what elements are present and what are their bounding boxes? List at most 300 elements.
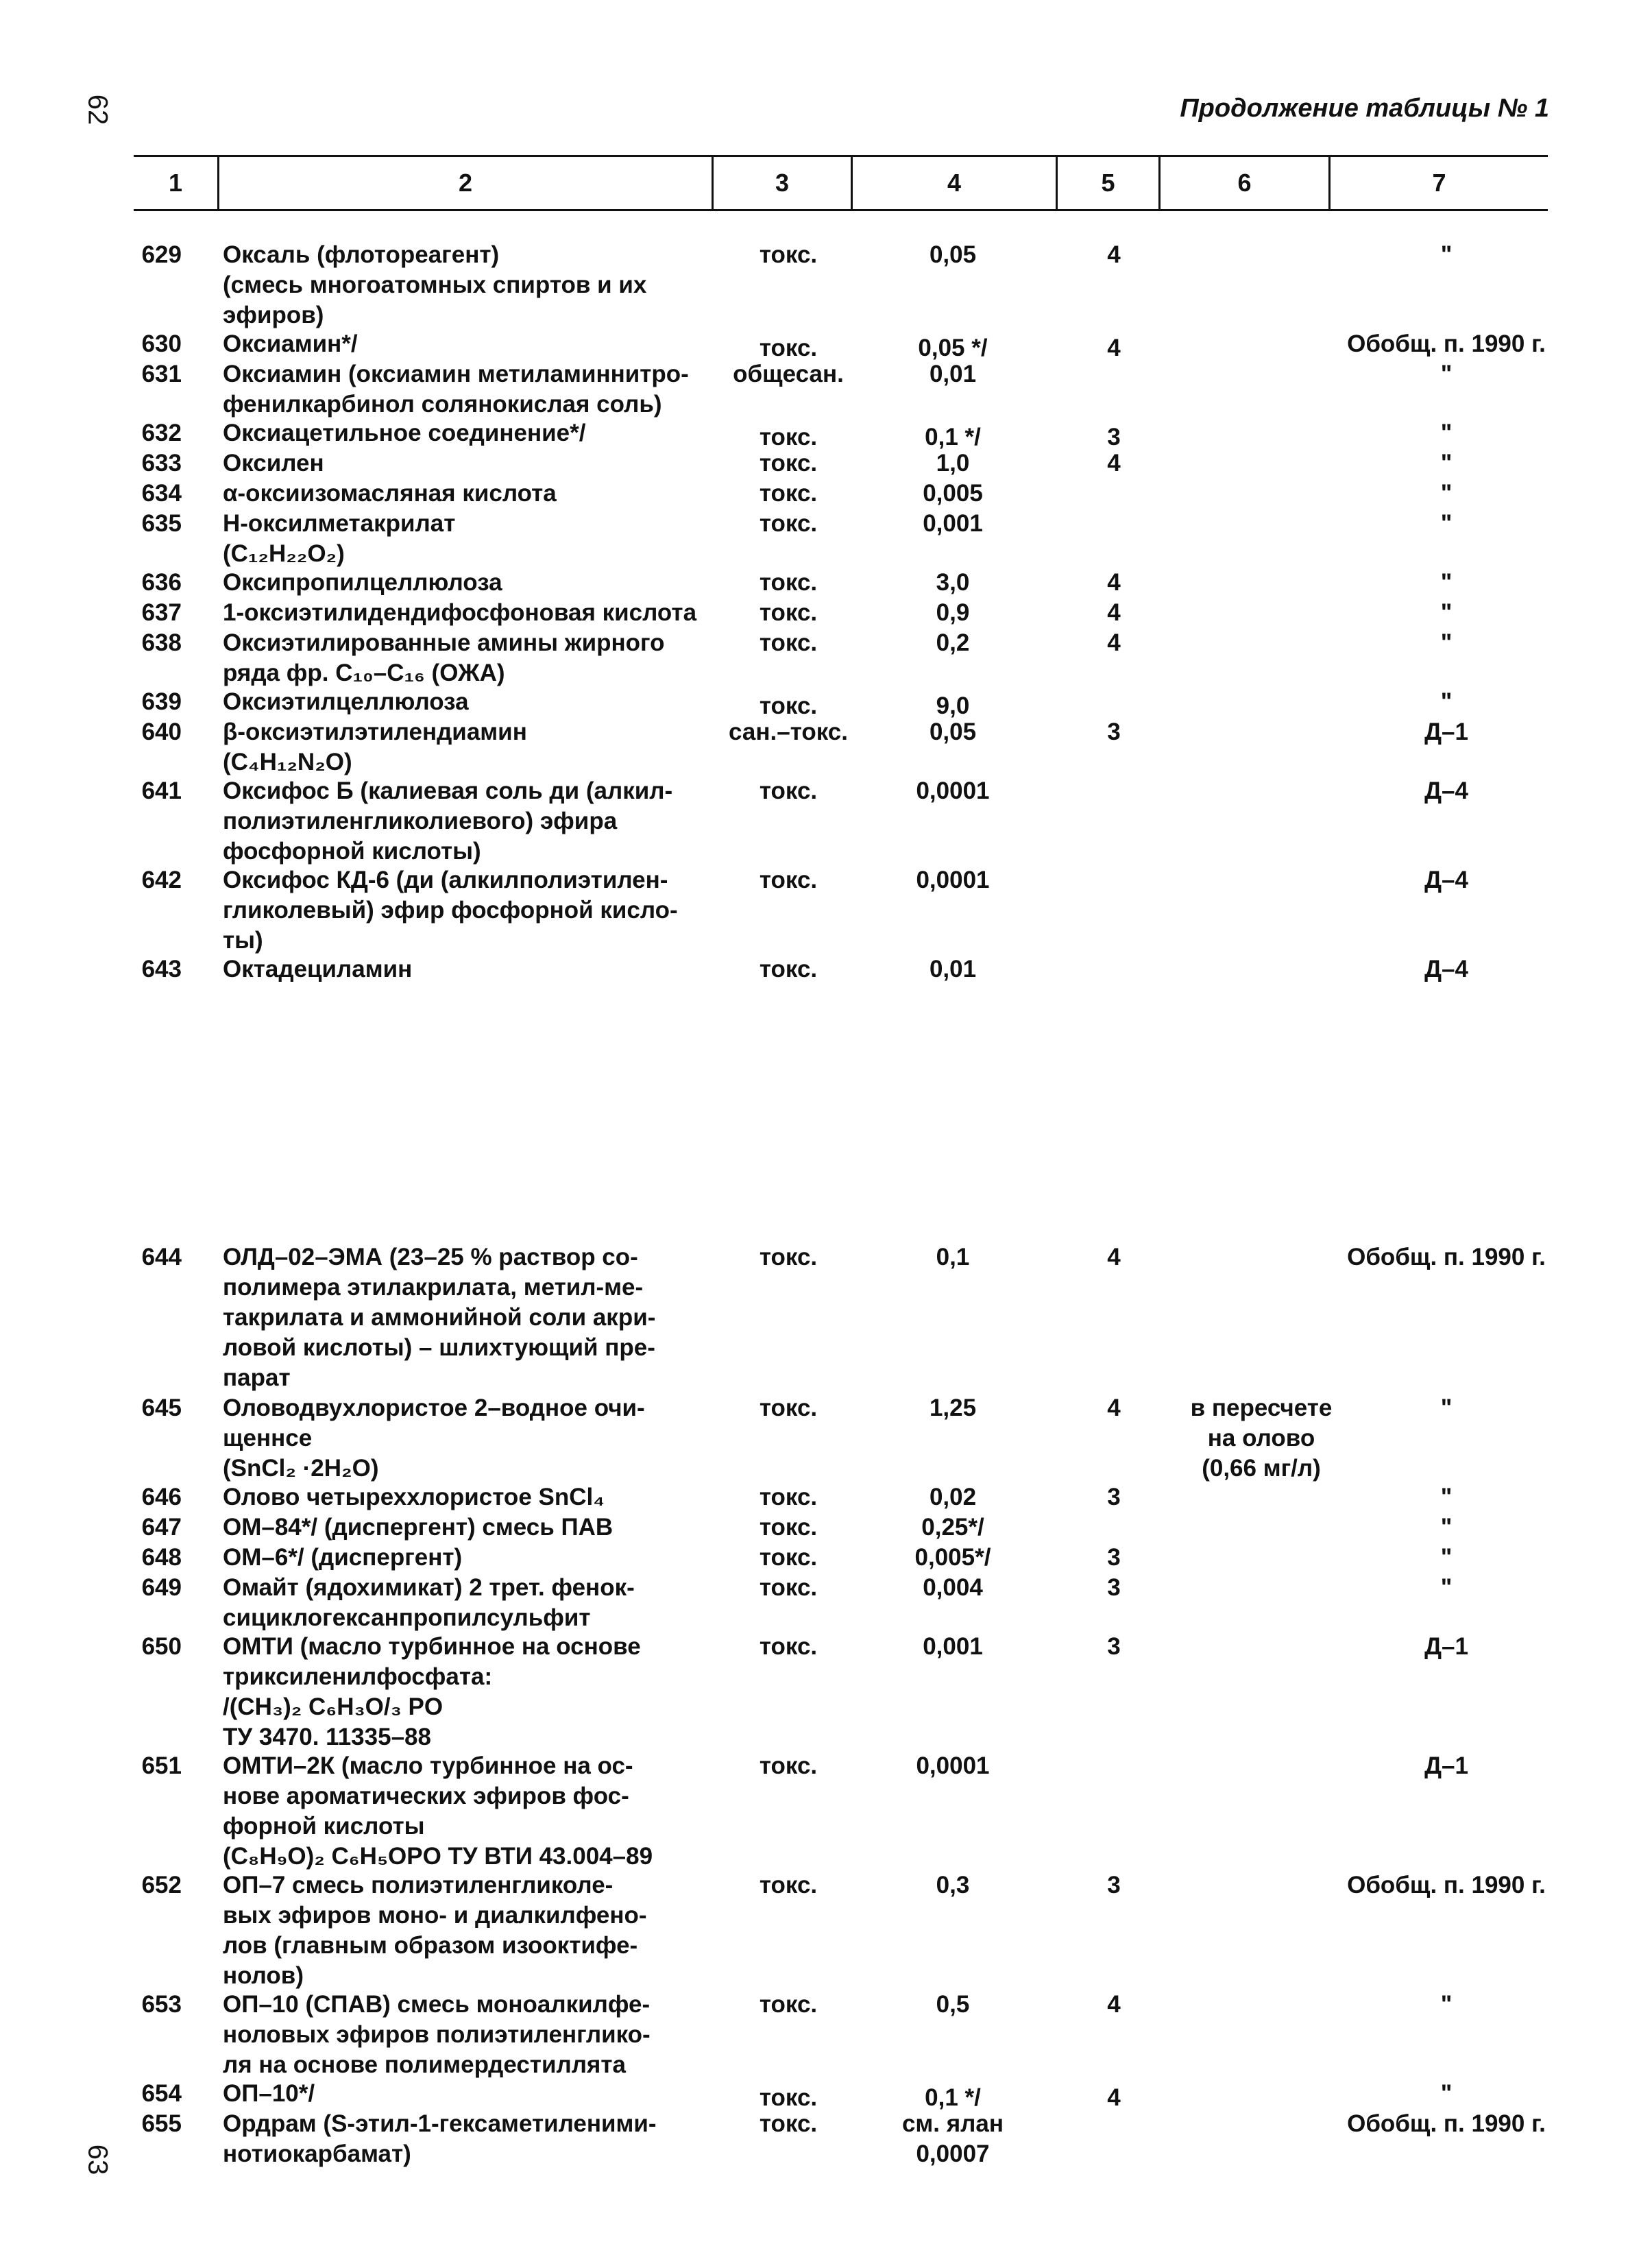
row-number-line: 636 bbox=[141, 569, 182, 596]
substance-name-line: ОМТИ (масло турбинное на основе bbox=[223, 1633, 641, 1660]
hazard-indicator-line: токс. bbox=[759, 867, 818, 893]
row-number bbox=[134, 1751, 182, 1781]
concentration-value bbox=[871, 1990, 1035, 2020]
reference-line: " bbox=[1440, 450, 1453, 476]
hazard-indicator-line: токс. bbox=[759, 241, 818, 268]
substance-name-line: фосфорной кислоты) bbox=[223, 838, 481, 865]
hazard-class-line: 3 bbox=[1107, 1633, 1121, 1660]
hazard-class bbox=[1069, 240, 1158, 270]
substance-name-line: Н-оксилметакрилат bbox=[223, 510, 456, 537]
substance-name-line: Оксиамин (оксиамин метиламиннитро- bbox=[223, 361, 689, 387]
note-line: в пересчете bbox=[1190, 1395, 1333, 1421]
substance-name-line: фенилкарбинол солянокислая соль) bbox=[223, 391, 662, 418]
hazard-class-line: 4 bbox=[1107, 1244, 1121, 1270]
hazard-indicator bbox=[716, 1543, 860, 1573]
concentration-value bbox=[871, 1482, 1035, 1512]
hazard-class bbox=[1069, 628, 1158, 658]
concentration-value bbox=[871, 479, 1035, 509]
row-number bbox=[134, 1482, 182, 1512]
substance-name-line: триксиленилфосфата: bbox=[223, 1663, 493, 1690]
hazard-class-line: 4 bbox=[1107, 599, 1121, 626]
substance-name-line: ОМ–84*/ (диспергент) смесь ПАВ bbox=[223, 1514, 614, 1541]
reference-line: " bbox=[1440, 1574, 1453, 1601]
reference-line: " bbox=[1440, 1514, 1453, 1541]
hazard-indicator-line: токс. bbox=[759, 1872, 818, 1898]
note-line: (0,66 мг/л) bbox=[1202, 1455, 1321, 1482]
row-number bbox=[134, 1512, 182, 1543]
substance-name-line: Оксипропилцеллюлоза bbox=[223, 569, 502, 596]
substance-name-line: Оловодвухлористое 2–водное очи- bbox=[223, 1395, 645, 1421]
concentration-value-line: 0,3 bbox=[936, 1872, 970, 1898]
reference bbox=[1344, 1482, 1549, 1512]
substance-name-line: (C₁₂H₂₂O₂) bbox=[223, 540, 345, 567]
concentration-value-line: 0,001 bbox=[923, 510, 983, 537]
row-number bbox=[134, 1543, 182, 1573]
row-number bbox=[134, 479, 182, 509]
hazard-class-line: 4 bbox=[1107, 629, 1121, 656]
hazard-class-line: 4 bbox=[1107, 1395, 1121, 1421]
hazard-indicator-line: токс. bbox=[759, 510, 818, 537]
concentration-value-line: 0,0001 bbox=[916, 777, 990, 804]
substance-name bbox=[223, 1990, 716, 2080]
reference bbox=[1344, 1870, 1549, 1901]
substance-name bbox=[223, 687, 716, 717]
substance-name-line: ты) bbox=[223, 927, 263, 954]
row-number bbox=[134, 776, 182, 806]
hazard-class bbox=[1069, 1632, 1158, 1662]
concentration-value bbox=[871, 240, 1035, 270]
substance-name bbox=[223, 479, 716, 509]
hazard-indicator-line: токс. bbox=[759, 2110, 818, 2137]
substance-name bbox=[223, 509, 716, 569]
row-number-line: 644 bbox=[141, 1244, 182, 1270]
row-number bbox=[134, 359, 182, 389]
hazard-indicator bbox=[716, 1751, 860, 1781]
substance-name bbox=[223, 1482, 716, 1512]
hazard-class bbox=[1069, 333, 1158, 363]
hazard-indicator-line: токс. bbox=[759, 1395, 818, 1421]
substance-name-line: нотиокарбамат) bbox=[223, 2140, 411, 2167]
substance-name-line: Оксилен bbox=[223, 450, 324, 476]
hazard-class bbox=[1069, 598, 1158, 628]
reference bbox=[1344, 509, 1549, 539]
hazard-indicator bbox=[716, 1990, 860, 2020]
substance-name bbox=[223, 2109, 716, 2169]
row-number-line: 631 bbox=[141, 361, 182, 387]
hazard-class bbox=[1069, 1482, 1158, 1512]
reference-line: " bbox=[1440, 629, 1453, 656]
substance-name-line: (SnCl₂ ·2H₂O) bbox=[223, 1455, 379, 1482]
substance-name bbox=[223, 1393, 716, 1484]
row-number bbox=[134, 865, 182, 895]
row-number-line: 634 bbox=[141, 480, 182, 507]
substance-name-line: эфиров) bbox=[223, 302, 324, 328]
row-number bbox=[134, 954, 182, 985]
substance-name bbox=[223, 448, 716, 479]
hazard-indicator-line: токс. bbox=[759, 956, 818, 982]
concentration-value-line: 0,0001 bbox=[916, 1752, 990, 1779]
page-number-bottom: 63 bbox=[82, 2144, 113, 2175]
reference-line: " bbox=[1440, 361, 1453, 387]
substance-name bbox=[223, 717, 716, 777]
hazard-indicator bbox=[716, 628, 860, 658]
substance-name-line: Ордрам (S-этил-1-гексаметиленими- bbox=[223, 2110, 657, 2137]
substance-name-line: /(CH₃)₂ C₆H₃O/₃ PO bbox=[223, 1693, 444, 1720]
reference bbox=[1344, 628, 1549, 658]
substance-name-line: ТУ 3470. 11335–88 bbox=[223, 1724, 431, 1750]
row-number-line: 654 bbox=[141, 2080, 182, 2107]
reference-line: " bbox=[1440, 480, 1453, 507]
concentration-value bbox=[871, 359, 1035, 389]
concentration-value bbox=[871, 628, 1035, 658]
row-number-line: 651 bbox=[141, 1752, 182, 1779]
substance-name bbox=[223, 1632, 716, 1752]
page-number-top: 62 bbox=[82, 94, 113, 125]
row-number bbox=[134, 717, 182, 747]
concentration-value-line: 0,9 bbox=[936, 599, 970, 626]
hazard-class bbox=[1069, 2083, 1158, 2113]
substance-name-line: Оксиэтилцеллюлоза bbox=[223, 688, 469, 715]
substance-name-line: β-оксиэтилэтилендиамин bbox=[223, 719, 527, 745]
concentration-value bbox=[871, 954, 1035, 985]
concentration-value-line: 0,05 bbox=[929, 241, 977, 268]
reference bbox=[1344, 1751, 1549, 1781]
concentration-value bbox=[871, 1573, 1035, 1603]
substance-name-line: нове ароматических эфиров фос- bbox=[223, 1783, 629, 1809]
hazard-indicator bbox=[716, 240, 860, 270]
concentration-value bbox=[871, 1393, 1035, 1423]
substance-name-line: Оксиамин*/ bbox=[223, 330, 358, 357]
reference-line: " bbox=[1440, 1395, 1453, 1421]
substance-name bbox=[223, 1751, 716, 1872]
hazard-indicator bbox=[716, 1393, 860, 1423]
hazard-indicator-line: токс. bbox=[759, 777, 818, 804]
hazard-class-line: 3 bbox=[1107, 424, 1121, 450]
hazard-indicator bbox=[716, 1512, 860, 1543]
concentration-value bbox=[871, 1870, 1035, 1901]
substance-name-line: лов (главным образом изооктифе- bbox=[223, 1932, 638, 1959]
hazard-indicator-line: токс. bbox=[759, 2084, 818, 2111]
substance-name-line: Оксифос КД-6 (ди (алкилполиэтилен- bbox=[223, 867, 668, 893]
reference bbox=[1344, 240, 1549, 270]
concentration-value bbox=[871, 1632, 1035, 1662]
row-number-line: 629 bbox=[141, 241, 182, 268]
substance-name-line: (смесь многоатомных спиртов и их bbox=[223, 272, 647, 298]
row-number-line: 645 bbox=[141, 1395, 182, 1421]
concentration-value bbox=[871, 1242, 1035, 1272]
hazard-indicator bbox=[716, 598, 860, 628]
row-number-line: 655 bbox=[141, 2110, 182, 2137]
reference-line: Обобщ. п. 1990 г. bbox=[1347, 2110, 1546, 2137]
hazard-indicator-line: токс. bbox=[759, 335, 818, 361]
substance-name bbox=[223, 865, 716, 956]
substance-name-line: щеннсе bbox=[223, 1425, 313, 1451]
substance-name-line: ОП–10 (СПАВ) смесь моноалкилфе- bbox=[223, 1991, 651, 2018]
header-col-6: 6 bbox=[1237, 169, 1252, 197]
table-caption: Продолжение таблицы № 1 bbox=[1180, 94, 1549, 123]
hazard-indicator-line: токс. bbox=[759, 629, 818, 656]
concentration-value-line: 0,004 bbox=[923, 1574, 983, 1601]
concentration-value-line: 0,1 bbox=[936, 1244, 970, 1270]
substance-name-line: Оксиацетильное соединение*/ bbox=[223, 420, 586, 446]
row-number bbox=[134, 329, 182, 359]
concentration-value-line: см. ялан bbox=[901, 2110, 1004, 2137]
reference bbox=[1344, 865, 1549, 895]
substance-name-line: такрилата и аммонийной соли акри- bbox=[223, 1304, 656, 1331]
row-number-line: 653 bbox=[141, 1991, 182, 2018]
row-number-line: 649 bbox=[141, 1574, 182, 1601]
row-number bbox=[134, 1990, 182, 2020]
substance-name-line: ловой кислоты) – шлихтующий пре- bbox=[223, 1334, 655, 1361]
reference bbox=[1344, 568, 1549, 598]
reference bbox=[1344, 717, 1549, 747]
hazard-class-line: 3 bbox=[1107, 1544, 1121, 1571]
row-number-line: 637 bbox=[141, 599, 182, 626]
concentration-value-line: 0,01 bbox=[929, 361, 977, 387]
reference-line: Д–1 bbox=[1424, 1633, 1468, 1660]
hazard-class bbox=[1069, 1393, 1158, 1423]
header-col-2: 2 bbox=[458, 169, 473, 197]
row-number-line: 635 bbox=[141, 510, 182, 537]
reference bbox=[1344, 1632, 1549, 1662]
hazard-indicator bbox=[716, 448, 860, 479]
reference bbox=[1344, 479, 1549, 509]
hazard-class-line: 3 bbox=[1107, 1574, 1121, 1601]
note-line: на олово bbox=[1207, 1425, 1315, 1451]
hazard-class-line: 3 bbox=[1107, 1484, 1121, 1510]
hazard-indicator bbox=[716, 479, 860, 509]
reference bbox=[1344, 1393, 1549, 1423]
concentration-value bbox=[871, 568, 1035, 598]
hazard-indicator-line: токс. bbox=[759, 1633, 818, 1660]
reference-line: " bbox=[1440, 2080, 1453, 2107]
substance-name-line: форной кислоты bbox=[223, 1813, 425, 1839]
row-number-line: 652 bbox=[141, 1872, 182, 1898]
substance-name-line: гликолевый) эфир фосфорной кисло- bbox=[223, 897, 678, 924]
substance-name bbox=[223, 568, 716, 598]
hazard-class bbox=[1069, 1990, 1158, 2020]
concentration-value-line: 0,2 bbox=[936, 629, 970, 656]
reference bbox=[1344, 359, 1549, 389]
hazard-class bbox=[1069, 1870, 1158, 1901]
hazard-class bbox=[1069, 1242, 1158, 1272]
reference bbox=[1344, 776, 1549, 806]
concentration-value bbox=[871, 1512, 1035, 1543]
concentration-value-line: 0,0007 bbox=[916, 2140, 990, 2167]
reference bbox=[1344, 1512, 1549, 1543]
concentration-value bbox=[871, 598, 1035, 628]
hazard-class bbox=[1069, 717, 1158, 747]
hazard-indicator bbox=[716, 509, 860, 539]
reference-line: Обобщ. п. 1990 г. bbox=[1347, 330, 1546, 357]
reference-line: " bbox=[1440, 241, 1453, 268]
concentration-value-line: 9,0 bbox=[936, 692, 970, 719]
hazard-indicator bbox=[716, 1482, 860, 1512]
substance-name-line: (C₄H₁₂N₂O) bbox=[223, 749, 352, 775]
reference-line: " bbox=[1440, 688, 1453, 715]
row-number-line: 640 bbox=[141, 719, 182, 745]
reference bbox=[1344, 2109, 1549, 2139]
substance-name-line: ля на основе полимердестиллята bbox=[223, 2051, 626, 2078]
row-number-line: 650 bbox=[141, 1633, 182, 1660]
concentration-value-line: 0,005 bbox=[923, 480, 983, 507]
reference bbox=[1344, 1242, 1549, 1272]
hazard-indicator-line: токс. bbox=[759, 1544, 818, 1571]
substance-name-line: (C₈H₉O)₂ C₆H₅OPO ТУ ВТИ 43.004–89 bbox=[223, 1843, 653, 1870]
hazard-class-line: 4 bbox=[1107, 335, 1121, 361]
reference bbox=[1344, 329, 1549, 359]
hazard-indicator-line: токс. bbox=[759, 1484, 818, 1510]
substance-name bbox=[223, 1242, 716, 1393]
substance-name-line: α-оксиизомасляная кислота bbox=[223, 480, 557, 507]
concentration-value-line: 1,25 bbox=[929, 1395, 977, 1421]
substance-name-line: ОМТИ–2К (масло турбинное на ос- bbox=[223, 1752, 633, 1779]
row-number bbox=[134, 628, 182, 658]
concentration-value-line: 0,005*/ bbox=[914, 1544, 991, 1571]
row-number bbox=[134, 687, 182, 717]
concentration-value-line: 0,1 */ bbox=[925, 2084, 981, 2111]
hazard-indicator-line: токс. bbox=[759, 569, 818, 596]
row-number-line: 647 bbox=[141, 1514, 182, 1541]
reference bbox=[1344, 448, 1549, 479]
concentration-value-line: 0,0001 bbox=[916, 867, 990, 893]
row-number bbox=[134, 2109, 182, 2139]
concentration-value-line: 3,0 bbox=[936, 569, 970, 596]
reference-line: Обобщ. п. 1990 г. bbox=[1347, 1244, 1546, 1270]
substance-name bbox=[223, 2079, 716, 2109]
hazard-class-line: 3 bbox=[1107, 1872, 1121, 1898]
substance-name bbox=[223, 1870, 716, 1991]
concentration-value bbox=[871, 717, 1035, 747]
hazard-indicator-line: токс. bbox=[759, 1244, 818, 1270]
substance-name-line: вых эфиров моно- и диалкилфено- bbox=[223, 1902, 647, 1929]
hazard-class-line: 4 bbox=[1107, 450, 1121, 476]
row-number-line: 642 bbox=[141, 867, 182, 893]
concentration-value-line: 0,5 bbox=[936, 1991, 970, 2018]
row-number-line: 641 bbox=[141, 777, 182, 804]
concentration-value-line: 0,25*/ bbox=[921, 1514, 984, 1541]
reference-line: " bbox=[1440, 1484, 1453, 1510]
hazard-class bbox=[1069, 448, 1158, 479]
reference-line: Обобщ. п. 1990 г. bbox=[1347, 1872, 1546, 1898]
concentration-value bbox=[871, 448, 1035, 479]
substance-name-line: ноловых эфиров полиэтиленглико- bbox=[223, 2021, 651, 2048]
hazard-class-line: 4 bbox=[1107, 569, 1121, 596]
hazard-class bbox=[1069, 568, 1158, 598]
substance-name-line: Октадециламин bbox=[223, 956, 413, 982]
substance-name bbox=[223, 418, 716, 448]
substance-name bbox=[223, 776, 716, 867]
hazard-indicator-line: токс. bbox=[759, 1991, 818, 2018]
hazard-indicator-line: сан.–токс. bbox=[729, 719, 848, 745]
reference-line: " bbox=[1440, 569, 1453, 596]
concentration-value-line: 0,1 */ bbox=[925, 424, 981, 450]
concentration-value-line: 0,01 bbox=[929, 956, 977, 982]
substance-name-line: ОП–7 смесь полиэтиленгликоле- bbox=[223, 1872, 614, 1898]
substance-name bbox=[223, 329, 716, 359]
hazard-class-line: 4 bbox=[1107, 2084, 1121, 2111]
reference bbox=[1344, 418, 1549, 448]
hazard-indicator bbox=[716, 359, 860, 389]
substance-name-line: полимера этилакрилата, метил-ме- bbox=[223, 1274, 644, 1301]
concentration-value bbox=[871, 1751, 1035, 1781]
concentration-value-line: 0,02 bbox=[929, 1484, 977, 1510]
reference-line: " bbox=[1440, 599, 1453, 626]
hazard-indicator-line: общесан. bbox=[733, 361, 844, 387]
hazard-class bbox=[1069, 1543, 1158, 1573]
row-number bbox=[134, 1632, 182, 1662]
row-number-line: 633 bbox=[141, 450, 182, 476]
header-col-3: 3 bbox=[775, 169, 790, 197]
substance-name bbox=[223, 359, 716, 420]
hazard-indicator bbox=[716, 954, 860, 985]
hazard-indicator bbox=[716, 1242, 860, 1272]
reference bbox=[1344, 598, 1549, 628]
substance-name-line: Оксифос Б (калиевая соль ди (алкил- bbox=[223, 777, 673, 804]
row-number bbox=[134, 509, 182, 539]
row-number bbox=[134, 2079, 182, 2109]
substance-name bbox=[223, 954, 716, 985]
table-header bbox=[134, 155, 1548, 211]
header-col-5: 5 bbox=[1101, 169, 1115, 197]
reference bbox=[1344, 687, 1549, 717]
hazard-indicator-line: токс. bbox=[759, 424, 818, 450]
row-number bbox=[134, 418, 182, 448]
substance-name bbox=[223, 240, 716, 330]
hazard-indicator bbox=[716, 1573, 860, 1603]
hazard-indicator-line: токс. bbox=[759, 1514, 818, 1541]
reference bbox=[1344, 1990, 1549, 2020]
reference bbox=[1344, 1573, 1549, 1603]
substance-name-line: полиэтиленгликолиевого) эфира bbox=[223, 808, 618, 834]
hazard-indicator-line: токс. bbox=[759, 599, 818, 626]
hazard-indicator bbox=[716, 2109, 860, 2139]
concentration-value bbox=[871, 2109, 1035, 2169]
substance-name bbox=[223, 598, 716, 628]
header-col-4: 4 bbox=[947, 169, 962, 197]
reference-line: Д–1 bbox=[1424, 1752, 1468, 1779]
row-number-line: 646 bbox=[141, 1484, 182, 1510]
hazard-class-line: 4 bbox=[1107, 1991, 1121, 2018]
reference bbox=[1344, 954, 1549, 985]
concentration-value bbox=[871, 509, 1035, 539]
concentration-value-line: 0,001 bbox=[923, 1633, 983, 1660]
row-number bbox=[134, 1393, 182, 1423]
row-number bbox=[134, 448, 182, 479]
hazard-indicator bbox=[716, 1632, 860, 1662]
substance-name-line: ряда фр. C₁₀–C₁₆ (ОЖА) bbox=[223, 660, 505, 686]
hazard-indicator-line: токс. bbox=[759, 450, 818, 476]
substance-name-line: сициклогексанпропилсульфит bbox=[223, 1604, 591, 1631]
row-number-line: 648 bbox=[141, 1544, 182, 1571]
hazard-indicator bbox=[716, 865, 860, 895]
concentration-value bbox=[871, 776, 1035, 806]
row-number-line: 630 bbox=[141, 330, 182, 357]
substance-name bbox=[223, 1512, 716, 1543]
header-col-7: 7 bbox=[1432, 169, 1446, 197]
hazard-indicator-line: токс. bbox=[759, 480, 818, 507]
hazard-indicator bbox=[716, 776, 860, 806]
reference-line: " bbox=[1440, 510, 1453, 537]
substance-name-line: парат bbox=[223, 1364, 291, 1391]
hazard-class-line: 3 bbox=[1107, 719, 1121, 745]
concentration-value bbox=[871, 865, 1035, 895]
concentration-value bbox=[871, 1543, 1035, 1573]
substance-name-line: Оксаль (флотореагент) bbox=[223, 241, 500, 268]
reference bbox=[1344, 1543, 1549, 1573]
concentration-value-line: 0,05 */ bbox=[918, 335, 988, 361]
header-col-1: 1 bbox=[168, 169, 183, 197]
